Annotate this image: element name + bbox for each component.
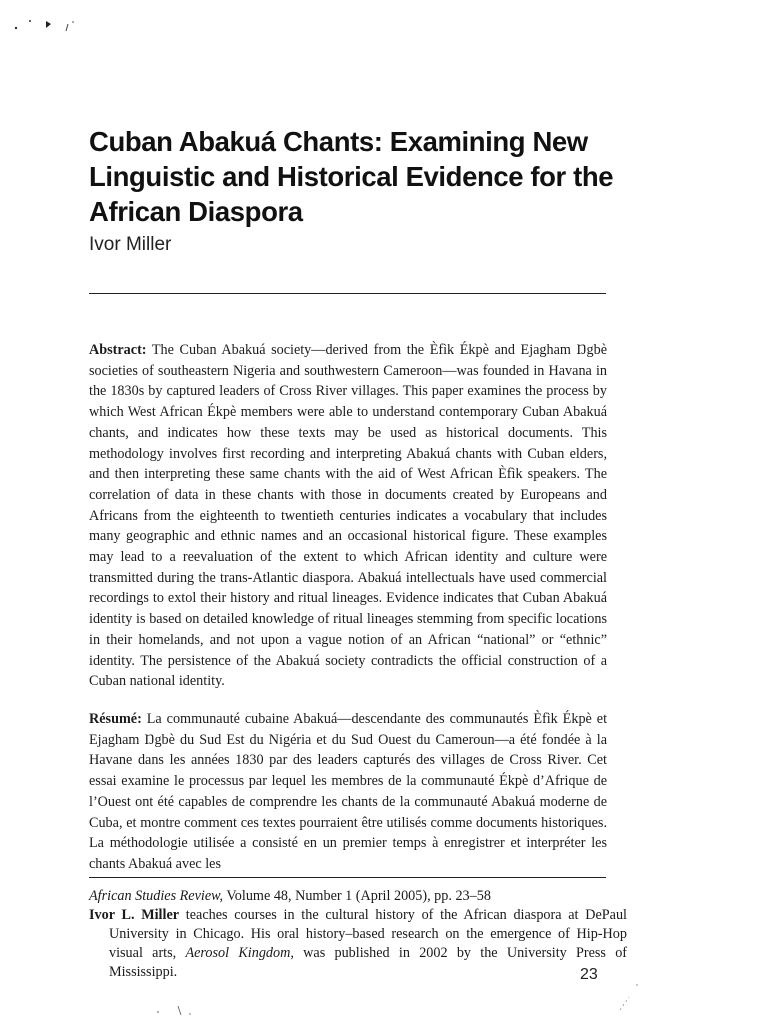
author-bio [89,906,627,982]
resume-text: La communauté cubaine Abakuá—descendante des communautés Èfìk Ékpè et Ejagham Ŋgbè du Sud Est du Nigéria et du Sud Ouest du Cameroun—a été fondée à la Havane dans les années 1830 par des leaders capturés des villages de Cross River. Cet essai examine le processus par lequel les membres de la communauté Ékpè d’Afrique de l’Ouest ont été capables de comprendre les chants de la communauté Abakuá moderne de Cuba, et montre comment ces textes pourraient être utilisés comme documents historiques. La méthodologie utilisée a consisté en un premier temps à enregistrer et interpréter les chants Abakuá avec les [89,711,608,872]
resume-label: Résumé: [89,711,142,727]
bio-text-before: teaches courses in the cultural history of the African diaspora at DePaul University in Chicago. His oral history–based research on the emergence of Hip-Hop visual arts, [109,907,627,961]
bio-text-after: was published in 2002 by the University Press of Mississippi. [109,945,628,980]
bio-name: Ivor L. Miller [89,907,180,923]
abstract-text: The Cuban Abakuá society—derived from the Èfìk Ékpè and Ejagham Ŋgbè societies of southeastern Nigeria and southwestern Cameroon—was founded in Havana in the 1830s by captured leaders of Cross River villages. This paper examines the process by which West African Ékpè members were able to understand contemporary Cuban Abakuá chants, and indicates how these texts may be used as historical documents. This methodology involves first recording and interpreting Abakuá chants with Cuban elders, and then interpreting these same chants with the aid of West African Èfìk speakers. The correlation of data in these chants with those in documents created by Europeans and Africans from the eighteenth to twentieth centuries indicates a vocabulary that includes many geographic and ethnic names and an occasional historical figure. These examples may lead to a reevaluation of the extent to which African identity and culture were transmitted during the trans-Atlantic diaspora. Abakuá intellectuals have used commercial recordings to extol their history and ritual lineages. Evidence indicates that Cuban Abakuá identity is based on detailed knowledge of ritual lineages stemming from specific locations in their homelands, and not upon a vague notion of an African “national” or “ethnic” identity. The persistence of the Abakuá society contradicts the official construction of a Cuban national identity. [89,342,607,690]
scan-specks-right [615,975,655,1015]
citation-details: Volume 48, Number 1 (April 2005), pp. 23–58 [226,888,491,904]
article-author: Ivor Miller [89,234,172,255]
footnote-rule [89,877,606,878]
resume-paragraph [89,709,607,875]
journal-citation [89,887,609,906]
scan-specks-bottom [150,1000,200,1020]
abstract-label: Abstract: [89,342,147,358]
page-number: 23 [580,966,598,983]
article-title: Cuban Abakuá Chants: Examining New Linguistic and Historical Evidence for the African Diaspora [89,126,614,227]
bio-book-title: Aerosol Kingdom, [185,945,294,961]
scan-specks [10,8,90,38]
title-rule [89,293,606,294]
abstract-paragraph [89,340,607,692]
journal-name: African Studies Review, [89,888,224,904]
